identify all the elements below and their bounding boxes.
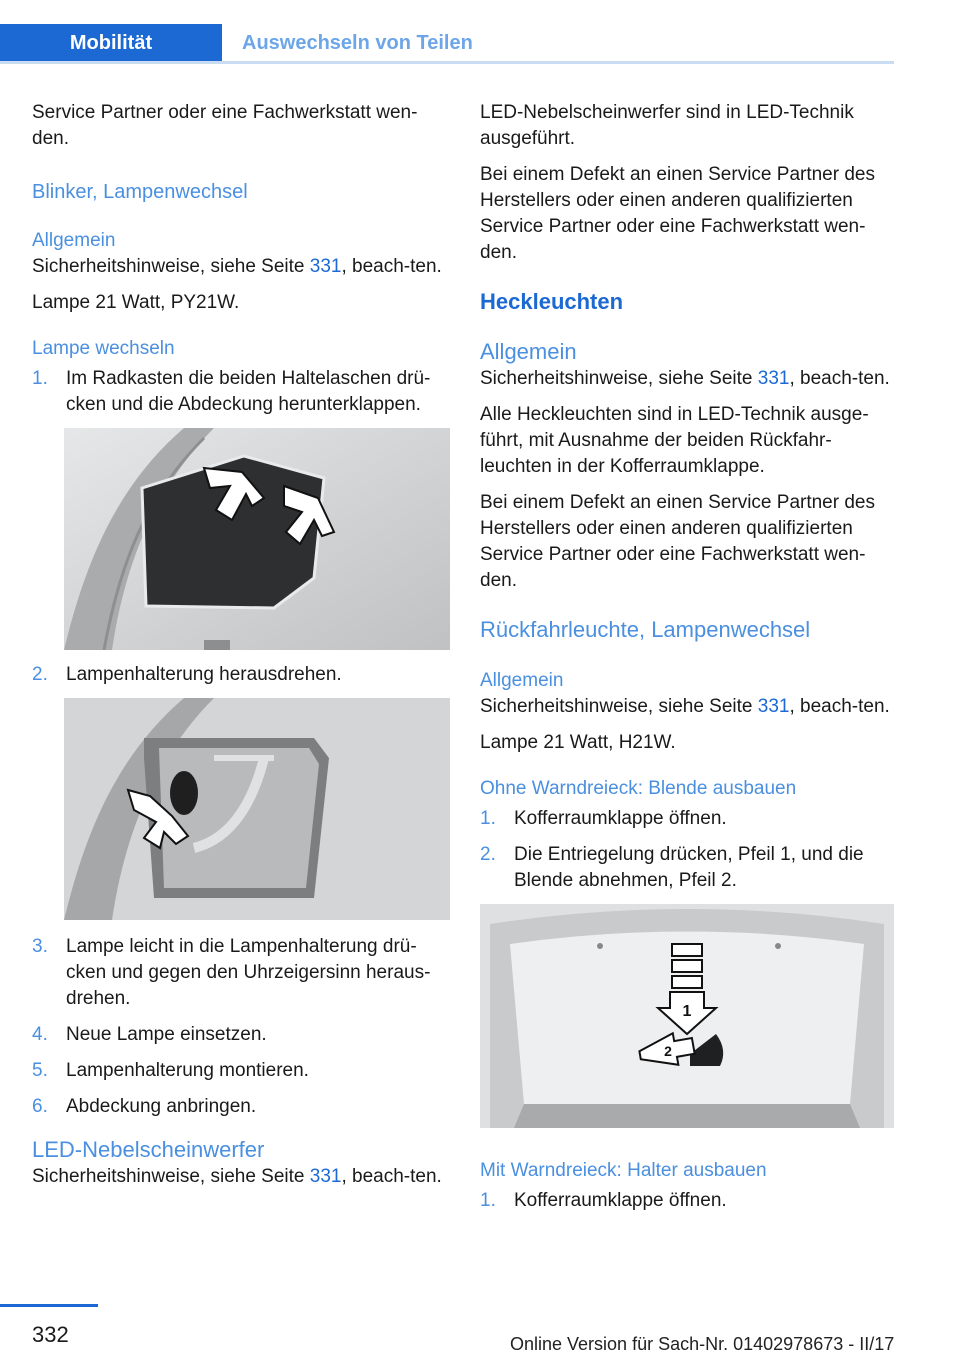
lamp-holder-illustration (64, 698, 450, 920)
step-number: 1. (32, 368, 48, 389)
safety-note (32, 254, 450, 280)
list-item (480, 1188, 894, 1214)
step-text: Lampenhalterung montieren. (66, 1060, 309, 1081)
list-item (32, 1022, 450, 1048)
tab-auswechseln-von-teilen[interactable]: Auswechseln von Teilen (242, 31, 473, 54)
safety-pre: Sicherheitshinweise, siehe Seite (480, 368, 758, 389)
safety-post: , beach-ten. (789, 368, 890, 389)
step-text: Abdeckung anbringen. (66, 1096, 257, 1117)
subheading-allgemein: Allgemein (480, 339, 577, 364)
list-item (32, 934, 450, 1012)
step-text: Die Entriegelung drücken, Pfeil 1, und die Blende abnehmen, Pfeil 2. (514, 844, 864, 891)
steps-list-mit (480, 1188, 894, 1214)
step-text: Lampenhalterung herausdrehen. (66, 664, 342, 685)
section-title-rueckfahrleuchte: Rückfahrleuchte, Lampenwechsel (480, 617, 811, 642)
list-item (480, 842, 894, 894)
figure-label-1: 1 (682, 1003, 692, 1020)
subheading-allgemein: Allgemein (480, 670, 564, 691)
steps-list-a (32, 366, 450, 418)
defect-note-1: Bei einem Defekt an einen Service Partner des Herstellers oder einen anderen qualifizierten Service Partner oder eine Fachwerkstatt wen-den. (480, 164, 875, 263)
led-text: LED-Nebelscheinwerfer sind in LED-Technik ausgeführt. (480, 102, 854, 149)
page-number: 332 (32, 1322, 69, 1347)
step-number: 4. (32, 1024, 48, 1045)
safety-pre: Sicherheitshinweise, siehe Seite (32, 256, 310, 277)
figure-wheel-arch-cover (64, 428, 450, 650)
page-header (0, 0, 896, 64)
step-number: 6. (32, 1096, 48, 1117)
lamp-spec: Lampe 21 Watt, H21W. (480, 732, 676, 753)
header-divider (0, 61, 894, 64)
page-link-331[interactable]: 331 (757, 368, 790, 389)
wheel-arch-illustration (64, 428, 450, 650)
section-title-heckleuchten: Heckleuchten (480, 289, 624, 314)
safety-post: , beach-ten. (341, 256, 442, 277)
footer-accent-line (0, 1304, 98, 1307)
step-number: 2. (480, 844, 496, 865)
safety-pre: Sicherheitshinweise, siehe Seite (32, 1166, 310, 1187)
step-number: 2. (32, 664, 48, 685)
tab-mobilitaet[interactable]: Mobilität (0, 24, 222, 62)
steps-list-ohne (480, 806, 894, 894)
list-item (32, 662, 450, 688)
step-text: Lampe leicht in die Lampenhalterung drü-cken und gegen den Uhrzeigersinn heraus-drehen. (66, 936, 431, 1009)
left-column (32, 100, 450, 1200)
step-text: Im Radkasten die beiden Haltelaschen drü-cken und die Abdeckung herunterklappen. (66, 368, 431, 415)
steps-list-b (32, 662, 450, 688)
step-text: Kofferraumklappe öffnen. (514, 808, 727, 829)
page-link-331[interactable]: 331 (309, 1166, 342, 1187)
safety-pre: Sicherheitshinweise, siehe Seite (480, 696, 758, 717)
rueck-safety-note (480, 694, 894, 720)
right-column (480, 100, 894, 1224)
figure-lamp-holder (64, 698, 450, 920)
heck-safety-note (480, 366, 894, 392)
defect-note-2: Bei einem Defekt an einen Service Partner des Herstellers oder einen anderen qualifizierten Service Partner oder eine Fachwerkstatt wen-den. (480, 492, 875, 591)
intro-text: Service Partner oder eine Fachwerkstatt wen-den. (32, 102, 418, 149)
list-item (32, 1058, 450, 1084)
step-text: Neue Lampe einsetzen. (66, 1024, 267, 1045)
lamp-spec: Lampe 21 Watt, PY21W. (32, 292, 240, 313)
step-number: 1. (480, 1190, 496, 1211)
list-item (32, 366, 450, 418)
step-number: 1. (480, 808, 496, 829)
page-link-331[interactable]: 331 (757, 696, 790, 717)
figure-trunk-lid (480, 904, 894, 1128)
safety-post: , beach-ten. (341, 1166, 442, 1187)
subheading-ohne-warndreieck: Ohne Warndreieck: Blende ausbauen (480, 778, 797, 799)
list-item (480, 806, 894, 832)
steps-list-c (32, 934, 450, 1120)
safety-post: , beach-ten. (789, 696, 890, 717)
list-item (32, 1094, 450, 1120)
page-link-331[interactable]: 331 (309, 256, 342, 277)
online-version-note: Online Version für Sach-Nr. 01402978673 - II/17 (510, 1334, 895, 1354)
figure-label-2: 2 (664, 1043, 672, 1059)
step-number: 5. (32, 1060, 48, 1081)
heck-text: Alle Heckleuchten sind in LED-Technik ausge-führt, mit Ausnahme der beiden Rückfahr-leuchten in der Kofferraumklappe. (480, 404, 869, 477)
subheading-mit-warndreieck: Mit Warndreieck: Halter ausbauen (480, 1160, 767, 1181)
subheading-lampe-wechseln: Lampe wechseln (32, 338, 175, 359)
step-number: 3. (32, 936, 48, 957)
subheading-allgemein: Allgemein (32, 230, 116, 251)
led-safety-note (32, 1164, 450, 1190)
trunk-lid-illustration (480, 904, 894, 1128)
section-title-led-nebelscheinwerfer: LED-Nebelscheinwerfer (32, 1137, 265, 1162)
section-title-blinker: Blinker, Lampenwechsel (32, 181, 248, 203)
step-text: Kofferraumklappe öffnen. (514, 1190, 727, 1211)
